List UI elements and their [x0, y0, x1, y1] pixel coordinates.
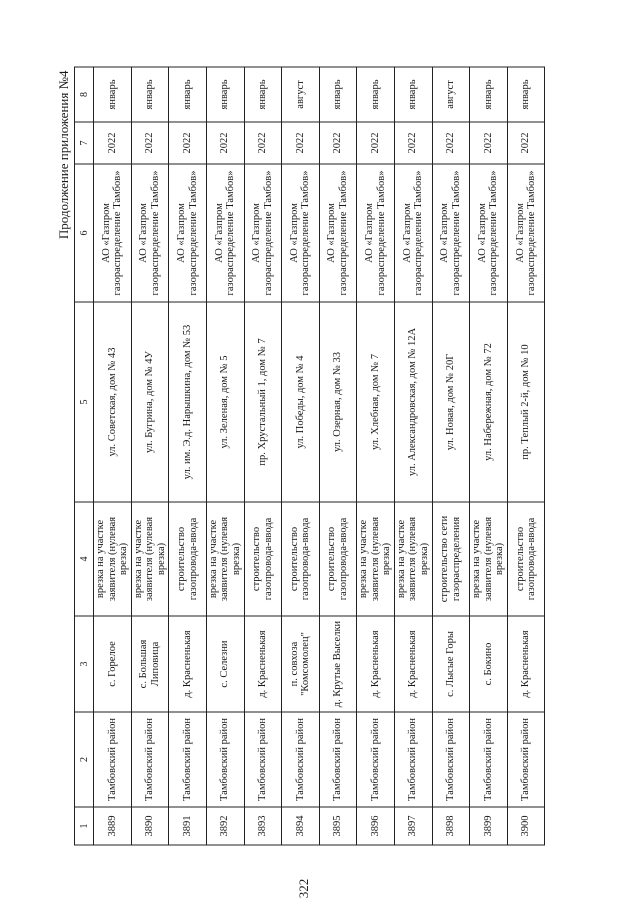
table-cell: ул. Новая, дом № 20Г — [432, 302, 470, 502]
column-header: 3 — [75, 616, 94, 712]
table-row — [131, 67, 169, 845]
table-cell: январь — [357, 67, 395, 122]
table-cell: Тамбовский район — [206, 712, 244, 807]
table-cell: д. Красненькая — [357, 616, 395, 712]
table-row — [319, 67, 357, 845]
column-header: 5 — [75, 302, 94, 502]
table-cell: Тамбовский район — [131, 712, 169, 807]
table-cell: врезка на участке заявителя (нулевая врезка) — [470, 502, 508, 616]
page-number: 322 — [296, 878, 311, 898]
table-cell: август — [282, 67, 320, 122]
table-cell: д. Красненькая — [244, 616, 282, 712]
table-cell: АО «Газпром газораспределение Тамбов» — [206, 164, 244, 302]
table-cell: Тамбовский район — [394, 712, 432, 807]
table-cell: ул. Зеленая, дом № 5 — [206, 302, 244, 502]
table-cell: 3898 — [432, 807, 470, 845]
table-cell: АО «Газпром газораспределение Тамбов» — [169, 164, 207, 302]
table-cell: д. Красненькая — [507, 616, 545, 712]
table-cell: АО «Газпром газораспределение Тамбов» — [319, 164, 357, 302]
table-cell: Тамбовский район — [470, 712, 508, 807]
table-row — [94, 67, 132, 845]
table-cell: 2022 — [131, 122, 169, 164]
table-row — [470, 67, 508, 845]
table-body — [94, 67, 545, 845]
table-cell: Тамбовский район — [244, 712, 282, 807]
table-cell: 3900 — [507, 807, 545, 845]
table-cell: Тамбовский район — [357, 712, 395, 807]
table-row — [432, 67, 470, 845]
table-cell: 3890 — [131, 807, 169, 845]
table-cell: 2022 — [169, 122, 207, 164]
table-cell: Тамбовский район — [282, 712, 320, 807]
table-cell: пр. Хрустальный 1, дом № 7 — [244, 302, 282, 502]
table-cell: ул. Бугрина, дом № 4У — [131, 302, 169, 502]
table-row — [357, 67, 395, 845]
table-cell: январь — [394, 67, 432, 122]
table-cell: 2022 — [470, 122, 508, 164]
column-header: 2 — [75, 712, 94, 807]
table-cell: Тамбовский район — [319, 712, 357, 807]
table-cell: 3896 — [357, 807, 395, 845]
table-row — [394, 67, 432, 845]
table-cell: январь — [507, 67, 545, 122]
table-cell: 2022 — [282, 122, 320, 164]
table-cell: ул. Советская, дом № 43 — [94, 302, 132, 502]
table-row — [244, 67, 282, 845]
table-cell: январь — [94, 67, 132, 122]
table-header-row — [75, 67, 94, 845]
table-cell: январь — [244, 67, 282, 122]
table-cell: январь — [131, 67, 169, 122]
table-cell: январь — [169, 67, 207, 122]
table-cell: 3892 — [206, 807, 244, 845]
table-cell: строительство газопровода-ввода — [319, 502, 357, 616]
table-cell: 2022 — [94, 122, 132, 164]
header-note: Продолжение приложения №4 — [56, 70, 71, 239]
table-cell: д. Красненькая — [394, 616, 432, 712]
table-cell: строительство газопровода-ввода — [169, 502, 207, 616]
column-header: 1 — [75, 807, 94, 845]
table-cell: 3891 — [169, 807, 207, 845]
table-cell: врезка на участке заявителя (нулевая врезка) — [394, 502, 432, 616]
table-cell: Тамбовский район — [94, 712, 132, 807]
table-cell: строительство газопровода-ввода — [507, 502, 545, 616]
table-cell: 2022 — [394, 122, 432, 164]
table-cell: с. Селезни — [206, 616, 244, 712]
table-cell: ул. Хлебная, дом № 7 — [357, 302, 395, 502]
table-cell: АО «Газпром газораспределение Тамбов» — [507, 164, 545, 302]
table-cell: АО «Газпром газораспределение Тамбов» — [432, 164, 470, 302]
table-cell: август — [432, 67, 470, 122]
table-cell: д. Крутые Выселки — [319, 616, 357, 712]
table-cell: АО «Газпром газораспределение Тамбов» — [282, 164, 320, 302]
table-cell: АО «Газпром газораспределение Тамбов» — [357, 164, 395, 302]
table-cell: врезка на участке заявителя (нулевая врезка) — [206, 502, 244, 616]
table-cell: 2022 — [319, 122, 357, 164]
table-cell: январь — [206, 67, 244, 122]
table-cell: ул. Победы, дом № 4 — [282, 302, 320, 502]
table-cell: 2022 — [357, 122, 395, 164]
table-cell: АО «Газпром газораспределение Тамбов» — [394, 164, 432, 302]
table-cell: с. Бокино — [470, 616, 508, 712]
table-cell: врезка на участке заявителя (нулевая врезка) — [94, 502, 132, 616]
table-cell: Тамбовский район — [507, 712, 545, 807]
table-cell: врезка на участке заявителя (нулевая врезка) — [131, 502, 169, 616]
table-row — [507, 67, 545, 845]
table-cell: январь — [470, 67, 508, 122]
table-cell: 2022 — [206, 122, 244, 164]
table-cell: 3899 — [470, 807, 508, 845]
table-cell: ул. им. Э.д. Нарышкина, дом № 53 — [169, 302, 207, 502]
table-cell: строительство газопровода-ввода — [244, 502, 282, 616]
table-cell: январь — [319, 67, 357, 122]
table-cell: ул. Александровская, дом № 12А — [394, 302, 432, 502]
table-cell: 3895 — [319, 807, 357, 845]
column-header: 4 — [75, 502, 94, 616]
table-cell: 2022 — [432, 122, 470, 164]
table-row — [282, 67, 320, 845]
table-cell: 3889 — [94, 807, 132, 845]
table-cell: д. Красненькая — [169, 616, 207, 712]
table-cell: 2022 — [244, 122, 282, 164]
table-cell: 3893 — [244, 807, 282, 845]
table-cell: с. Горелое — [94, 616, 132, 712]
table-row — [206, 67, 244, 845]
table-cell: строительство газопровода-ввода — [282, 502, 320, 616]
table-cell: пр. Теплый 2-й, дом № 10 — [507, 302, 545, 502]
table-cell: п. совхоза "Комсомолец" — [282, 616, 320, 712]
table-cell: АО «Газпром газораспределение Тамбов» — [131, 164, 169, 302]
table-cell: 3894 — [282, 807, 320, 845]
table-cell: Тамбовский район — [432, 712, 470, 807]
table-cell: с. Лысые Горы — [432, 616, 470, 712]
data-table — [74, 66, 545, 845]
table-cell: ул. Озерная, дом № 33 — [319, 302, 357, 502]
table-cell: 2022 — [507, 122, 545, 164]
table-cell: ул. Набережная, дом № 72 — [470, 302, 508, 502]
column-header: 6 — [75, 164, 94, 302]
column-header: 7 — [75, 122, 94, 164]
table-cell: АО «Газпром газораспределение Тамбов» — [244, 164, 282, 302]
table-cell: АО «Газпром газораспределение Тамбов» — [470, 164, 508, 302]
table-cell: врезка на участке заявителя (нулевая врезка) — [357, 502, 395, 616]
table-cell: 3897 — [394, 807, 432, 845]
table-cell: строительство сети газораспределения — [432, 502, 470, 616]
table-cell: АО «Газпром газораспределение Тамбов» — [94, 164, 132, 302]
column-header: 8 — [75, 67, 94, 122]
table-row — [169, 67, 207, 845]
table-cell: Тамбовский район — [169, 712, 207, 807]
table-cell: с. Большая Липовица — [131, 616, 169, 712]
